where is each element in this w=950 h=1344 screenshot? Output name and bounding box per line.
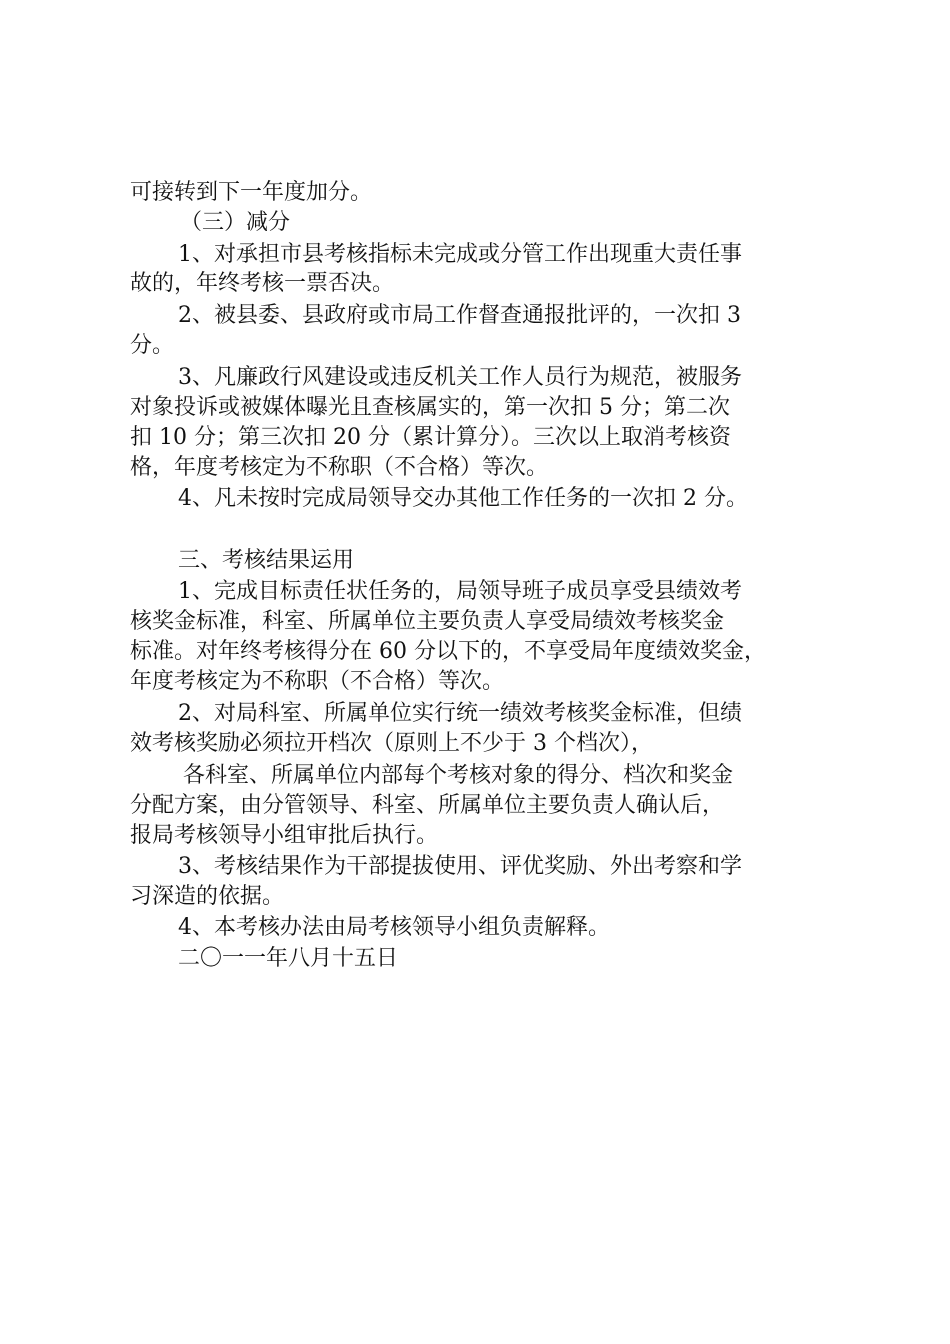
paragraph-line: 1、对承担市县考核指标未完成或分管工作出现重大责任事 (178, 242, 742, 267)
paragraph-line: 习深造的依据。 (130, 884, 285, 909)
paragraph-line: 4、凡未按时完成局领导交办其他工作任务的一次扣 2 分。 (178, 486, 748, 511)
paragraph-line: 效考核奖励必须拉开档次（原则上不少于 3 个档次）， (130, 731, 653, 756)
section-heading: 三、考核结果运用 (178, 548, 355, 573)
paragraph-line: 故的，年终考核一票否决。 (130, 271, 395, 296)
paragraph-line: 核奖金标准，科室、所属单位主要负责人享受局绩效考核奖金 (130, 609, 725, 634)
paragraph-line: 年度考核定为不称职（不合格）等次。 (130, 669, 505, 694)
paragraph-line: 4、本考核办法由局考核领导小组负责解释。 (178, 915, 610, 940)
paragraph-line: 格，年度考核定为不称职（不合格）等次。 (130, 455, 549, 480)
paragraph-line: 分配方案，由分管领导、科室、所属单位主要负责人确认后， (130, 793, 725, 818)
paragraph-line: 扣 10 分；第三次扣 20 分（累计算分）。三次以上取消考核资 (130, 425, 731, 450)
paragraph-line: 3、考核结果作为干部提拔使用、评优奖励、外出考察和学 (178, 854, 742, 879)
paragraph-line: 标准。对年终考核得分在 60 分以下的，不享受局年度绩效奖金， (130, 639, 766, 664)
paragraph-line: 可接转到下一年度加分。 (130, 180, 373, 205)
document-date: 二〇一一年八月十五日 (178, 946, 399, 971)
paragraph-line: 3、凡廉政行风建设或违反机关工作人员行为规范，被服务 (178, 365, 742, 390)
paragraph-line: 1、完成目标责任状任务的，局领导班子成员享受县绩效考 (178, 579, 742, 604)
paragraph-line: 2、对局科室、所属单位实行统一绩效考核奖金标准，但绩 (178, 701, 742, 726)
section-heading: （三）减分 (180, 210, 291, 235)
paragraph-line: 2、被县委、县政府或市局工作督查通报批评的，一次扣 3 (178, 303, 741, 328)
paragraph-line: 对象投诉或被媒体曝光且查核属实的，第一次扣 5 分；第二次 (130, 395, 730, 420)
paragraph-line: 分。 (130, 333, 175, 358)
paragraph-line: 报局考核领导小组审批后执行。 (130, 823, 439, 848)
paragraph-line: 各科室、所属单位内部每个考核对象的得分、档次和奖金 (183, 763, 734, 788)
